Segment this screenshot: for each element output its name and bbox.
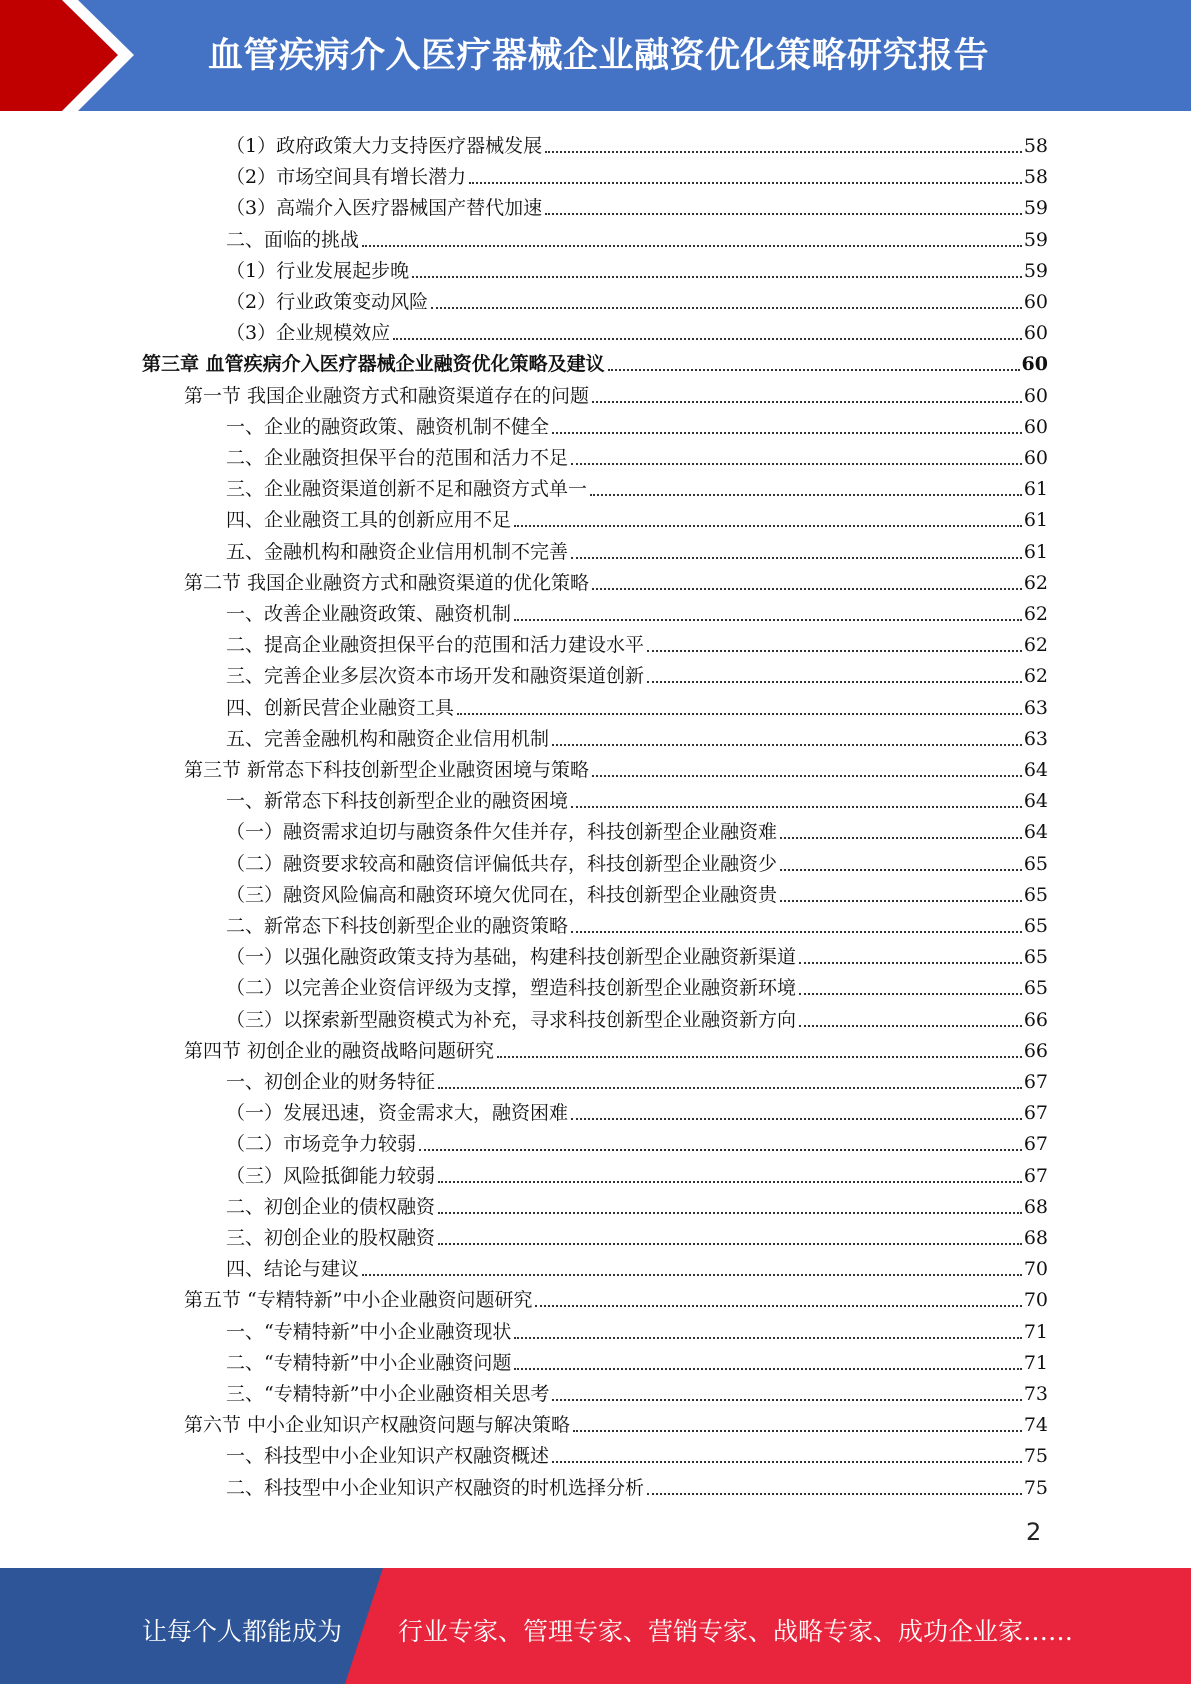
toc-dot-leader xyxy=(647,681,1022,683)
footer-slogan-left: 让每个人都能成为 xyxy=(142,1617,343,1646)
toc-dot-leader xyxy=(514,1337,1021,1339)
toc-dot-leader xyxy=(535,1305,1021,1307)
toc-entry-title: 第三章 血管疾病介入医疗器械企业融资优化策略及建议 xyxy=(142,353,605,376)
toc-entry-page: 62 xyxy=(1023,634,1048,657)
toc-entry-title: 三、完善企业多层次资本市场开发和融资渠道创新 xyxy=(226,665,645,688)
toc-dot-leader xyxy=(469,182,1022,184)
toc-entry-title: 一、“专精特新”中小企业融资现状 xyxy=(226,1320,512,1343)
toc-entry-title: （2）行业政策变动风险 xyxy=(226,291,429,313)
toc-dot-leader xyxy=(799,993,1022,995)
toc-dot-leader xyxy=(571,1118,1022,1120)
toc-entry-title: 二、提高企业融资担保平台的范围和活力建设水平 xyxy=(226,634,645,657)
toc-dot-leader xyxy=(438,1243,1022,1245)
toc-entry-page: 70 xyxy=(1023,1258,1048,1281)
toc-entry-title: （3）企业规模效应 xyxy=(226,322,391,345)
toc-entry-title: 第三节 新常态下科技创新型企业融资困境与策略 xyxy=(184,759,590,781)
toc-entry-title: 二、科技型中小企业知识产权融资的时机选择分析 xyxy=(226,1476,645,1499)
toc-dot-leader xyxy=(431,307,1022,309)
toc-entry[interactable] xyxy=(184,1032,1048,1063)
toc-entry-title: 一、改善企业融资政策、融资机制 xyxy=(226,603,512,625)
toc-entry[interactable] xyxy=(226,1125,1048,1156)
toc-entry-page: 61 xyxy=(1023,540,1048,563)
toc-entry[interactable] xyxy=(226,1157,1048,1188)
toc-entry[interactable] xyxy=(184,564,1048,595)
toc-entry-page: 67 xyxy=(1023,1071,1048,1093)
toc-entry-page: 65 xyxy=(1023,852,1048,875)
toc-dot-leader xyxy=(592,775,1022,777)
toc-entry[interactable] xyxy=(226,189,1048,220)
toc-entry-title: （2）市场空间具有增长潜力 xyxy=(226,166,467,189)
toc-entry[interactable] xyxy=(226,408,1048,439)
toc-dot-leader xyxy=(457,713,1022,715)
toc-entry-page: 70 xyxy=(1023,1289,1048,1312)
toc-entry-page: 62 xyxy=(1023,571,1048,594)
toc-entry-page: 64 xyxy=(1023,759,1048,781)
toc-entry-title: （一）融资需求迫切与融资条件欠佳并存，科技创新型企业融资难 xyxy=(226,821,778,844)
toc-entry-title: 五、完善金融机构和融资企业信用机制 xyxy=(226,727,550,750)
toc-entry-title: 二、“专精特新”中小企业融资问题 xyxy=(226,1351,512,1374)
toc-entry-title: （一）发展迅速，资金需求大，融资困难 xyxy=(226,1102,569,1125)
toc-entry[interactable] xyxy=(226,782,1048,813)
toc-entry[interactable] xyxy=(226,158,1048,189)
toc-entry-page: 71 xyxy=(1023,1351,1048,1374)
toc-entry-title: 一、企业的融资政策、融资机制不健全 xyxy=(226,415,550,438)
toc-dot-leader xyxy=(573,1430,1022,1432)
toc-dot-leader xyxy=(419,1149,1022,1151)
toc-entry-title: （1）政府政策大力支持医疗器械发展 xyxy=(226,135,543,157)
toc-entry-title: 二、面临的挑战 xyxy=(226,228,360,251)
toc-entry-page: 61 xyxy=(1023,478,1048,501)
toc-entry-page: 66 xyxy=(1023,1008,1048,1031)
toc-entry-title: （二）市场竞争力较弱 xyxy=(226,1133,417,1156)
toc-entry[interactable] xyxy=(226,283,1048,314)
toc-entry-title: 第四节 初创企业的融资战略问题研究 xyxy=(184,1039,495,1062)
toc-entry-title: （3）高端介入医疗器械国产替代加速 xyxy=(226,197,543,220)
toc-dot-leader xyxy=(514,1368,1021,1370)
toc-entry-page: 59 xyxy=(1023,259,1048,282)
toc-entry-page: 67 xyxy=(1023,1164,1048,1187)
toc-entry-page: 71 xyxy=(1023,1320,1048,1343)
toc-dot-leader xyxy=(438,1212,1022,1214)
toc-entry[interactable] xyxy=(226,1094,1048,1125)
toc-entry-title: 第二节 我国企业融资方式和融资渠道的优化策略 xyxy=(184,571,590,594)
toc-entry[interactable] xyxy=(226,314,1048,345)
toc-entry[interactable] xyxy=(226,689,1048,720)
toc-entry[interactable] xyxy=(226,1469,1048,1500)
toc-entry-page: 60 xyxy=(1023,291,1048,313)
toc-entry[interactable] xyxy=(226,221,1048,252)
toc-entry-page: 65 xyxy=(1023,883,1048,906)
toc-dot-leader xyxy=(514,619,1022,621)
toc-entry-title: （三）风险抵御能力较弱 xyxy=(226,1164,436,1187)
toc-dot-leader xyxy=(780,869,1022,871)
toc-entry-page: 60 xyxy=(1021,353,1048,376)
toc-entry[interactable] xyxy=(226,626,1048,657)
toc-entry-page: 58 xyxy=(1023,135,1048,157)
toc-entry-page: 64 xyxy=(1023,821,1048,844)
toc-entry-page: 74 xyxy=(1023,1414,1048,1437)
toc-entry[interactable] xyxy=(226,595,1048,626)
toc-dot-leader xyxy=(608,369,1020,371)
toc-dot-leader xyxy=(799,1025,1022,1027)
toc-entry-page: 67 xyxy=(1023,1133,1048,1156)
toc-entry[interactable] xyxy=(226,501,1048,532)
page-header xyxy=(0,0,1191,111)
toc-entry-title: 四、创新民营企业融资工具 xyxy=(226,696,455,719)
toc-entry-page: 60 xyxy=(1023,415,1048,438)
toc-entry[interactable] xyxy=(226,845,1048,876)
page-title: 血管疾病介入医疗器械企业融资优化策略研究报告 xyxy=(208,36,990,76)
toc-entry[interactable] xyxy=(226,907,1048,938)
footer-slogan-right: 行业专家、管理专家、营销专家、战略专家、成功企业家…… xyxy=(398,1617,1074,1646)
toc-dot-leader xyxy=(514,525,1022,527)
toc-entry-page: 58 xyxy=(1023,166,1048,189)
toc-dot-leader xyxy=(592,588,1022,590)
toc-dot-leader xyxy=(571,806,1022,808)
page-footer xyxy=(0,1568,1191,1684)
toc-entry-page: 68 xyxy=(1023,1195,1048,1218)
toc-dot-leader xyxy=(393,338,1022,340)
toc-entry[interactable] xyxy=(226,1188,1048,1219)
toc-entry[interactable] xyxy=(226,720,1048,751)
toc-dot-leader xyxy=(412,276,1022,278)
toc-entry-title: 二、企业融资担保平台的范围和活力不足 xyxy=(226,447,569,469)
toc-entry-title: 三、初创企业的股权融资 xyxy=(226,1227,436,1249)
toc-entry-title: （三）融资风险偏高和融资环境欠优同在，科技创新型企业融资贵 xyxy=(226,883,778,906)
toc-entry[interactable] xyxy=(226,938,1048,969)
toc-dot-leader xyxy=(545,213,1022,215)
toc-entry-title: 第六节 中小企业知识产权融资问题与解决策略 xyxy=(184,1414,571,1437)
toc-entry[interactable] xyxy=(226,1063,1048,1094)
toc-entry-page: 59 xyxy=(1023,197,1048,220)
toc-entry-title: （二）融资要求较高和融资信评偏低共存，科技创新型企业融资少 xyxy=(226,852,778,875)
toc-entry-title: 四、企业融资工具的创新应用不足 xyxy=(226,509,512,532)
toc-dot-leader xyxy=(362,1274,1022,1276)
toc-entry[interactable] xyxy=(226,127,1048,158)
toc-entry-page: 60 xyxy=(1023,322,1048,345)
toc-entry-page: 66 xyxy=(1023,1039,1048,1062)
toc-entry-page: 65 xyxy=(1023,946,1048,969)
toc-entry-page: 62 xyxy=(1023,665,1048,688)
header-chevron-icon xyxy=(0,0,150,111)
toc-entry[interactable] xyxy=(226,1375,1048,1406)
toc-dot-leader xyxy=(552,744,1022,746)
toc-entry-title: 第五节 “专精特新”中小企业融资问题研究 xyxy=(184,1289,533,1312)
toc-dot-leader xyxy=(571,931,1022,933)
toc-entry-page: 65 xyxy=(1023,915,1048,937)
toc-entry-title: 五、金融机构和融资企业信用机制不完善 xyxy=(226,540,569,563)
toc-entry-title: （二）以完善企业资信评级为支撑，塑造科技创新型企业融资新环境 xyxy=(226,977,797,1000)
toc-dot-leader xyxy=(647,650,1022,652)
toc-entry[interactable] xyxy=(226,533,1048,564)
toc-entry[interactable] xyxy=(226,1001,1048,1032)
toc-entry[interactable] xyxy=(142,345,1048,376)
toc-entry[interactable] xyxy=(184,377,1048,408)
toc-dot-leader xyxy=(497,1056,1022,1058)
toc-entry-page: 65 xyxy=(1023,977,1048,1000)
toc-entry-title: 二、新常态下科技创新型企业的融资策略 xyxy=(226,915,569,937)
toc-entry-title: 三、企业融资渠道创新不足和融资方式单一 xyxy=(226,478,588,501)
toc-entry-title: （一）以强化融资政策支持为基础，构建科技创新型企业融资新渠道 xyxy=(226,946,797,969)
toc-entry-title: 一、初创企业的财务特征 xyxy=(226,1071,436,1093)
toc-entry-page: 67 xyxy=(1023,1102,1048,1125)
toc-entry[interactable] xyxy=(184,1281,1048,1312)
toc-entry-title: 第一节 我国企业融资方式和融资渠道存在的问题 xyxy=(184,384,590,407)
toc-entry-page: 59 xyxy=(1023,228,1048,251)
toc-dot-leader xyxy=(799,962,1022,964)
toc-dot-leader xyxy=(780,837,1022,839)
toc-dot-leader xyxy=(545,151,1022,153)
toc-entry-page: 61 xyxy=(1023,509,1048,532)
toc-dot-leader xyxy=(590,494,1022,496)
toc-dot-leader xyxy=(552,1399,1021,1401)
toc-entry-page: 63 xyxy=(1023,727,1048,750)
toc-entry[interactable] xyxy=(226,252,1048,283)
toc-entry-title: 一、新常态下科技创新型企业的融资困境 xyxy=(226,790,569,813)
toc-dot-leader xyxy=(552,1461,1022,1463)
toc-dot-leader xyxy=(438,1181,1022,1183)
toc-entry-page: 64 xyxy=(1023,790,1048,813)
toc-entry-title: 一、科技型中小企业知识产权融资概述 xyxy=(226,1445,550,1468)
toc-entry-page: 73 xyxy=(1023,1383,1048,1405)
toc-entry[interactable] xyxy=(184,751,1048,782)
toc-entry-page: 63 xyxy=(1023,696,1048,719)
toc-entry[interactable] xyxy=(226,1219,1048,1250)
toc-entry-title: 三、“专精特新”中小企业融资相关思考 xyxy=(226,1383,550,1405)
toc-dot-leader xyxy=(647,1493,1022,1495)
toc-entry-page: 75 xyxy=(1023,1445,1048,1468)
toc-entry-title: 四、结论与建议 xyxy=(226,1258,360,1281)
toc-entry[interactable] xyxy=(226,813,1048,844)
toc-entry-page: 60 xyxy=(1023,384,1048,407)
toc-entry-page: 75 xyxy=(1023,1476,1048,1499)
toc-entry-page: 68 xyxy=(1023,1227,1048,1249)
toc-dot-leader xyxy=(362,245,1022,247)
toc-entry-title: 二、初创企业的债权融资 xyxy=(226,1195,436,1218)
toc-entry[interactable] xyxy=(226,969,1048,1000)
toc-entry[interactable] xyxy=(226,876,1048,907)
toc-dot-leader xyxy=(571,557,1022,559)
toc-entry[interactable] xyxy=(226,439,1048,470)
toc-entry-title: （1）行业发展起步晚 xyxy=(226,259,410,282)
toc-entry[interactable] xyxy=(226,1250,1048,1281)
toc-entry[interactable] xyxy=(226,470,1048,501)
toc-dot-leader xyxy=(552,432,1022,434)
toc-dot-leader xyxy=(438,1087,1022,1089)
toc-dot-leader xyxy=(592,401,1022,403)
toc-entry[interactable] xyxy=(226,1313,1048,1344)
toc-entry[interactable] xyxy=(184,1406,1048,1437)
page-number: 2 xyxy=(1026,1518,1042,1546)
toc-dot-leader xyxy=(780,900,1022,902)
toc-entry-page: 62 xyxy=(1023,603,1048,625)
toc-entry-title: （三）以探索新型融资模式为补充，寻求科技创新型企业融资新方向 xyxy=(226,1008,797,1031)
toc-entry[interactable] xyxy=(226,1344,1048,1375)
toc-entry[interactable] xyxy=(226,657,1048,688)
toc-entry-page: 60 xyxy=(1023,447,1048,469)
toc-dot-leader xyxy=(571,463,1022,465)
toc-entry[interactable] xyxy=(226,1437,1048,1468)
